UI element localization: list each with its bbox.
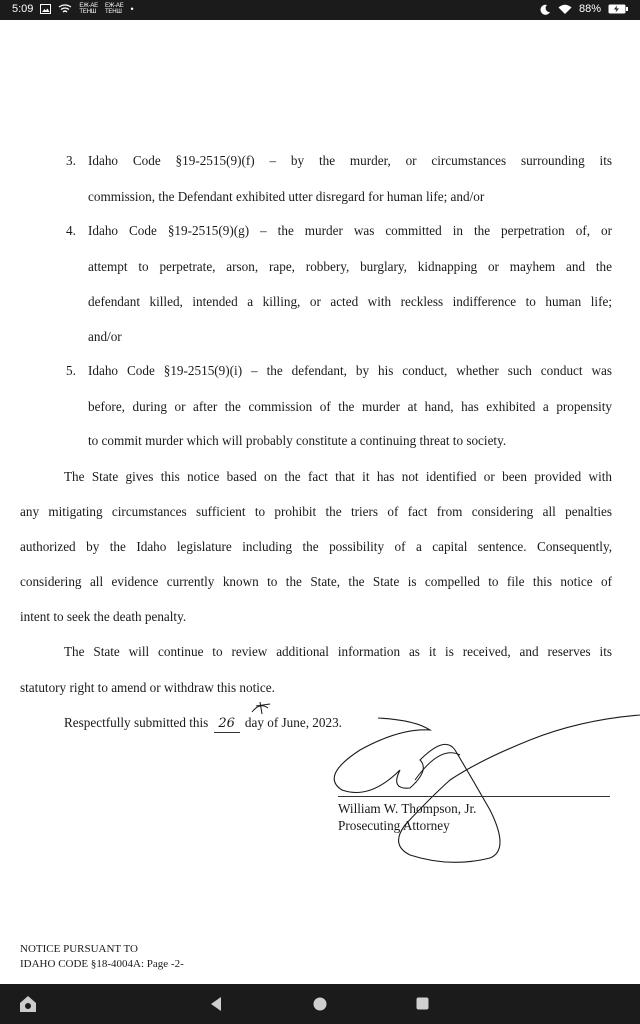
- do-not-disturb-moon-icon: [540, 4, 551, 15]
- wireless-notification-icon: [58, 4, 72, 14]
- app-notification-2: ЕЖ-АЕ ТЕНШ: [104, 3, 124, 15]
- paragraph-line: intent to seek the death penalty.: [20, 609, 187, 624]
- signature-scribble: [320, 710, 640, 870]
- day-blank: [214, 715, 240, 733]
- list-item-line: attempt to perpetrate, arson, rape, robbery, burglary, kidnapping or mayhem and the: [88, 259, 612, 274]
- signature-line: [338, 796, 610, 797]
- document-page: [0, 20, 640, 984]
- list-item-line: and/or: [88, 329, 122, 344]
- back-icon[interactable]: [209, 996, 223, 1017]
- submitted-line: [64, 715, 342, 733]
- home-icon[interactable]: [313, 997, 327, 1016]
- paragraph-line: The State gives this notice based on the fact that it has not identified or been provided with: [64, 469, 612, 484]
- list-item-line: commission, the Defendant exhibited utter disregard for human life; and/or: [88, 189, 485, 204]
- list-item-number: 4.: [66, 223, 76, 238]
- page-number: Page -2-: [146, 958, 184, 970]
- submitted-suffix: day of June, 2023.: [244, 715, 342, 730]
- signer-name: William W. Thompson, Jr.: [338, 801, 477, 816]
- list-item-line: Idaho Code §19-2515(9)(i) – the defendant, by his conduct, whether such conduct was: [88, 363, 612, 378]
- list-item-number: 3.: [66, 153, 76, 168]
- image-notification-icon: [40, 4, 51, 14]
- paragraph-line: statutory right to amend or withdraw this notice.: [20, 680, 275, 695]
- navigation-bar: [0, 984, 640, 1024]
- footer-code: IDAHO CODE §18-4004A:: [20, 958, 145, 970]
- footer-line-1: NOTICE PURSUANT TO: [20, 943, 138, 955]
- list-item-line: defendant killed, intended a killing, or acted with reckless indifference to human life;: [88, 294, 612, 309]
- app-notification-1: ЕЖ-АЕ ТЕНШ: [79, 3, 98, 15]
- recents-icon[interactable]: [416, 997, 430, 1016]
- initial-mark: [250, 700, 280, 716]
- signer-title: Prosecuting Attorney: [338, 818, 450, 833]
- wifi-icon: [558, 4, 572, 15]
- footer-line-2: [20, 958, 184, 971]
- paragraph-line: authorized by the Idaho legislature including the possibility of a capital sentence. Consequently,: [20, 539, 612, 554]
- submitted-prefix: Respectfully submitted this: [64, 715, 209, 730]
- battery-charging-icon: [608, 4, 628, 14]
- battery-percent: 88%: [578, 3, 601, 15]
- more-notifications-dot: •: [130, 4, 134, 14]
- list-item-line: Idaho Code §19-2515(9)(f) – by the murder, or circumstances surrounding its: [88, 153, 612, 168]
- home-kid-icon[interactable]: [18, 994, 38, 1019]
- paragraph-line: The State will continue to review additional information as it is received, and reserves its: [64, 644, 612, 659]
- paragraph-line: considering all evidence currently known to the State, the State is compelled to file this notice of: [20, 574, 612, 589]
- clock: 5:09: [12, 3, 34, 15]
- list-item-line: Idaho Code §19-2515(9)(g) – the murder was committed in the perpetration of, or: [88, 223, 612, 238]
- list-item-line: to commit murder which will probably constitute a continuing threat to society.: [88, 433, 507, 448]
- list-item-line: before, during or after the commission of the murder at hand, has exhibited a propensity: [88, 399, 612, 414]
- list-item-number: 5.: [66, 363, 76, 378]
- status-bar: [0, 0, 640, 20]
- paragraph-line: any mitigating circumstances sufficient to prohibit the triers of fact from considering all penalties: [20, 504, 612, 519]
- handwritten-day: 26: [218, 716, 235, 731]
